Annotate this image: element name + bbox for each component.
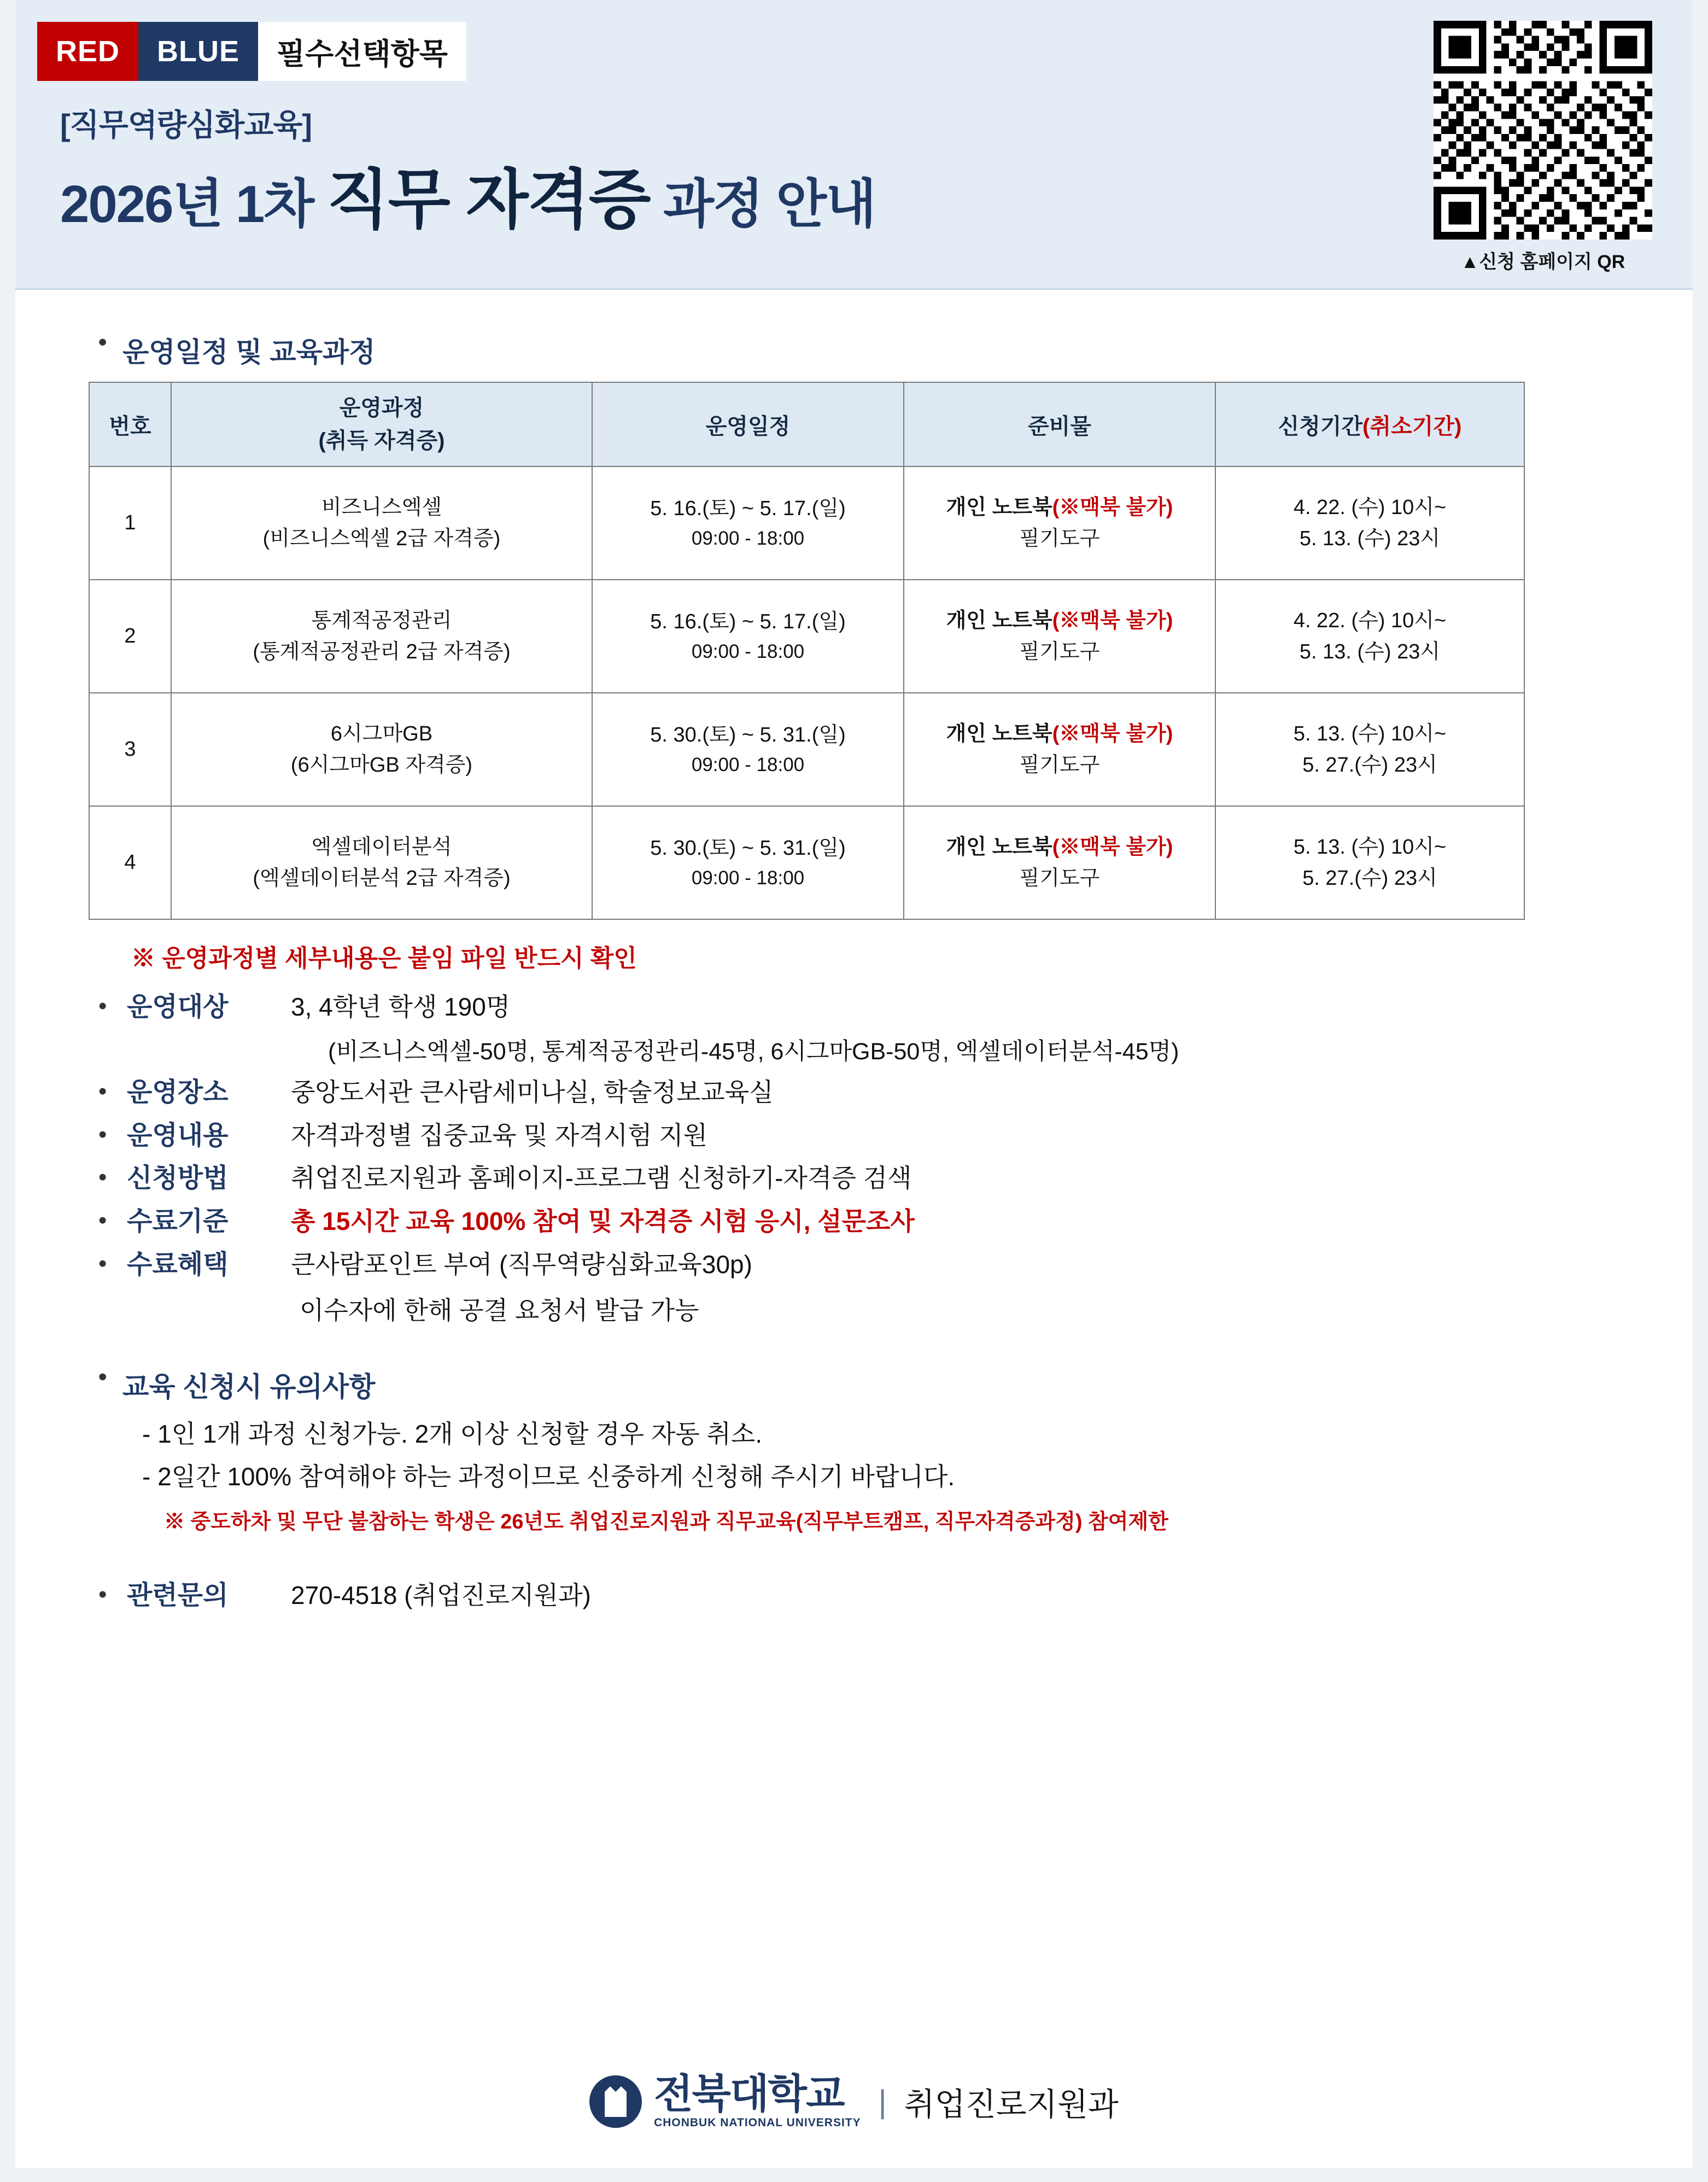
info-value-benefit: 큰사람포인트 부여 (직무역량심화교육30p) <box>291 1250 752 1279</box>
university-name-ko: 전북대학교 <box>654 2071 844 2116</box>
info-value-target: 3, 4학년 학생 190명 <box>291 993 511 1021</box>
title-prefix: 2026년 1차 <box>60 175 327 234</box>
cell-prep-warning: (※맥북 불가) <box>1052 495 1173 519</box>
info-value-contact: 270-4518 (취업진로지원과) <box>291 1580 591 1609</box>
cell-prep-warning: (※맥북 불가) <box>1052 609 1173 632</box>
title-emphasis: 직무 자격증 <box>326 164 650 236</box>
bullet-icon: • <box>98 1363 107 1390</box>
cell-apply-end: 5. 13. (수) 23시 <box>1299 527 1441 550</box>
category-tag-row <box>37 22 466 81</box>
info-list <box>98 990 1642 1327</box>
cell-schedule-time: 09:00 - 18:00 <box>691 867 805 889</box>
bullet-icon: • <box>98 1121 107 1148</box>
info-value-benefit-line2: 이수자에 한해 공결 요청서 발급 가능 <box>300 1296 699 1325</box>
cell-prep-warning: (※맥북 불가) <box>1052 722 1173 745</box>
courses-table-body <box>89 466 1524 919</box>
cell-prep-line1 <box>908 719 1212 750</box>
cell-apply-end: 5. 13. (수) 23시 <box>1299 640 1441 663</box>
footer-department: 취업진로지원과 <box>904 2087 1119 2122</box>
info-subnote-target: (비즈니스엑셀-50명, 통계적공정관리-45명, 6시그마GB-50명, 엑셀데이터분석-45명) <box>328 1038 1179 1065</box>
cell-apply-end: 5. 27.(수) 23시 <box>1302 753 1437 777</box>
cell-apply <box>1215 580 1524 693</box>
poster-subtitle: [직무역량심화교육] <box>60 108 312 142</box>
cell-schedule-time: 09:00 - 18:00 <box>691 754 805 775</box>
bullet-icon: • <box>98 1207 107 1234</box>
info-label-target: 운영대상 <box>127 993 229 1022</box>
poster-content <box>0 290 1708 1613</box>
university-logo-icon <box>589 2075 642 2128</box>
bullet-icon: • <box>98 1164 107 1191</box>
notice-line-2: - 2일간 100% 참여해야 하는 과정이므로 신중하게 신청해 주시기 바랍니다. <box>142 1462 955 1491</box>
section-heading-schedule-label: 운영일정 및 교육과정 <box>122 337 376 367</box>
qr-code-icon[interactable] <box>1434 21 1652 240</box>
cell-schedule-date: 5. 30.(토) ~ 5. 31.(일) <box>650 836 846 860</box>
university-name-en: CHONBUK NATIONAL UNIVERSITY <box>654 2116 861 2129</box>
bullet-icon: • <box>98 1077 107 1105</box>
qr-caption: ▲신청 홈페이지 QR <box>1460 252 1625 272</box>
cell-prep-line1 <box>908 832 1212 863</box>
contact-section <box>98 1578 1642 1614</box>
table-row <box>89 466 1524 580</box>
info-value-method: 취업진로지원과 홈페이지-프로그램 신청하기-자격증 검색 <box>291 1164 912 1193</box>
section-heading-notice-label: 교육 신청시 유의사항 <box>122 1371 376 1402</box>
cell-prep-line2: 필기도구 <box>1019 527 1100 550</box>
cell-course <box>171 693 592 806</box>
cell-prep-normal: 개인 노트북 <box>946 722 1052 745</box>
courses-table-head <box>89 382 1524 466</box>
cell-prep-normal: 개인 노트북 <box>946 495 1052 519</box>
table-note: ※ 운영과정별 세부내용은 붙임 파일 반드시 확인 <box>131 945 637 972</box>
cell-prep <box>904 806 1215 919</box>
cell-no: 2 <box>89 580 171 693</box>
col-header-no: 번호 <box>89 382 171 466</box>
section-heading-schedule <box>98 330 1642 370</box>
info-row-contact <box>98 1578 1642 1614</box>
cell-prep-line2: 필기도구 <box>1019 866 1100 890</box>
frame-right-edge <box>1693 0 1708 2182</box>
info-row-target <box>98 990 1642 1025</box>
table-row <box>89 806 1524 919</box>
cell-apply <box>1215 806 1524 919</box>
cell-apply-start: 4. 22. (수) 10시~ <box>1293 609 1447 632</box>
info-label-method: 신청방법 <box>127 1164 229 1193</box>
title-suffix: 과정 안내 <box>650 175 875 234</box>
frame-bottom-edge <box>0 2168 1708 2182</box>
frame-left-edge <box>0 0 15 2182</box>
cell-apply-end: 5. 27.(수) 23시 <box>1302 866 1437 890</box>
cell-schedule-time: 09:00 - 18:00 <box>691 527 805 549</box>
col-header-apply-cancel: (취소기간) <box>1362 414 1462 439</box>
cell-apply-start: 4. 22. (수) 10시~ <box>1293 495 1447 519</box>
info-value-content: 자격과정별 집중교육 및 자격시험 지원 <box>291 1121 708 1150</box>
cell-schedule <box>592 466 904 580</box>
cell-schedule-date: 5. 16.(토) ~ 5. 17.(일) <box>650 497 846 520</box>
cell-prep <box>904 466 1215 580</box>
section-heading-notice <box>98 1365 1642 1404</box>
cell-schedule <box>592 806 904 919</box>
info-row-method <box>98 1161 1642 1197</box>
table-header-row <box>89 382 1524 466</box>
cell-prep-normal: 개인 노트북 <box>946 835 1052 859</box>
cell-schedule <box>592 693 904 806</box>
table-row <box>89 693 1524 806</box>
tag-red: RED <box>37 22 138 81</box>
cell-prep <box>904 693 1215 806</box>
cell-prep-line2: 필기도구 <box>1019 753 1100 777</box>
notice-warning: ※ 중도하차 및 무단 불참하는 학생은 26년도 취업진로지원과 직무교육(직무부트캠프, 직무자격증과정) 참여제한 <box>164 1510 1168 1533</box>
cell-course <box>171 580 592 693</box>
cell-course-name: 엑셀데이터분석 <box>311 835 452 859</box>
university-logo-text <box>654 2071 861 2130</box>
cell-course-cert: (6시그마GB 자격증) <box>290 753 473 777</box>
bullet-icon: • <box>98 1580 107 1608</box>
poster-footer <box>0 2071 1708 2130</box>
cell-prep <box>904 580 1215 693</box>
footer-divider: | <box>878 2084 887 2120</box>
tag-required-elective: 필수선택항목 <box>258 22 466 81</box>
col-header-apply-normal: 신청기간 <box>1278 414 1363 439</box>
col-header-schedule: 운영일정 <box>592 382 904 466</box>
cell-schedule-date: 5. 16.(토) ~ 5. 17.(일) <box>650 610 846 633</box>
cell-prep-line2: 필기도구 <box>1019 640 1100 663</box>
info-label-content: 운영내용 <box>127 1121 229 1150</box>
table-row <box>89 580 1524 693</box>
courses-table <box>89 382 1525 920</box>
cell-course-cert: (엑셀데이터분석 2급 자격증) <box>253 866 511 890</box>
cell-course-name: 비즈니스엑셀 <box>321 495 442 519</box>
info-row-benefit <box>98 1247 1642 1283</box>
info-value-place: 중앙도서관 큰사람세미나실, 학술정보교육실 <box>291 1077 774 1106</box>
cell-prep-warning: (※맥북 불가) <box>1052 835 1173 859</box>
bullet-icon: • <box>98 1250 107 1277</box>
info-label-benefit: 수료혜택 <box>127 1250 229 1279</box>
col-header-course <box>171 382 592 466</box>
col-header-course-line2: (취득 자격증) <box>318 429 445 453</box>
bullet-icon: • <box>98 329 107 355</box>
cell-course <box>171 466 592 580</box>
bullet-icon: • <box>98 993 107 1019</box>
cell-course-cert: (비즈니스엑셀 2급 자격증) <box>262 527 501 550</box>
poster-header <box>0 0 1708 290</box>
cell-course-cert: (통계적공정관리 2급 자격증) <box>253 640 511 663</box>
cell-apply <box>1215 466 1524 580</box>
info-label-criteria: 수료기준 <box>127 1207 229 1236</box>
cell-apply <box>1215 693 1524 806</box>
info-row-place <box>98 1075 1642 1111</box>
cell-prep-line1 <box>908 605 1212 637</box>
info-label-place: 운영장소 <box>127 1077 229 1107</box>
info-label-contact: 관련문의 <box>127 1580 229 1610</box>
col-header-apply <box>1215 382 1524 466</box>
cell-no: 4 <box>89 806 171 919</box>
qr-code-block <box>1428 21 1658 273</box>
cell-course-name: 통계적공정관리 <box>311 609 452 632</box>
cell-schedule-time: 09:00 - 18:00 <box>691 640 805 662</box>
info-row-criteria <box>98 1204 1642 1240</box>
cell-prep-line1 <box>908 492 1212 523</box>
tag-blue: BLUE <box>138 22 258 81</box>
cell-no: 1 <box>89 466 171 580</box>
notice-line-1: - 1인 1개 과정 신청가능. 2개 이상 신청할 경우 자동 취소. <box>142 1419 763 1448</box>
cell-apply-start: 5. 13. (수) 10시~ <box>1293 722 1447 745</box>
cell-schedule-date: 5. 30.(토) ~ 5. 31.(일) <box>650 723 846 746</box>
cell-course <box>171 806 592 919</box>
cell-course-name: 6시그마GB <box>330 722 433 745</box>
col-header-course-line1: 운영과정 <box>339 396 424 420</box>
info-value-criteria: 총 15시간 교육 100% 참여 및 자격증 시험 응시, 설문조사 <box>291 1207 915 1236</box>
page-title <box>60 148 875 241</box>
cell-prep-normal: 개인 노트북 <box>946 609 1052 632</box>
col-header-prep: 준비물 <box>904 382 1215 466</box>
notice-section <box>98 1365 1642 1535</box>
cell-schedule <box>592 580 904 693</box>
info-row-content <box>98 1118 1642 1154</box>
cell-no: 3 <box>89 693 171 806</box>
cell-apply-start: 5. 13. (수) 10시~ <box>1293 835 1447 859</box>
